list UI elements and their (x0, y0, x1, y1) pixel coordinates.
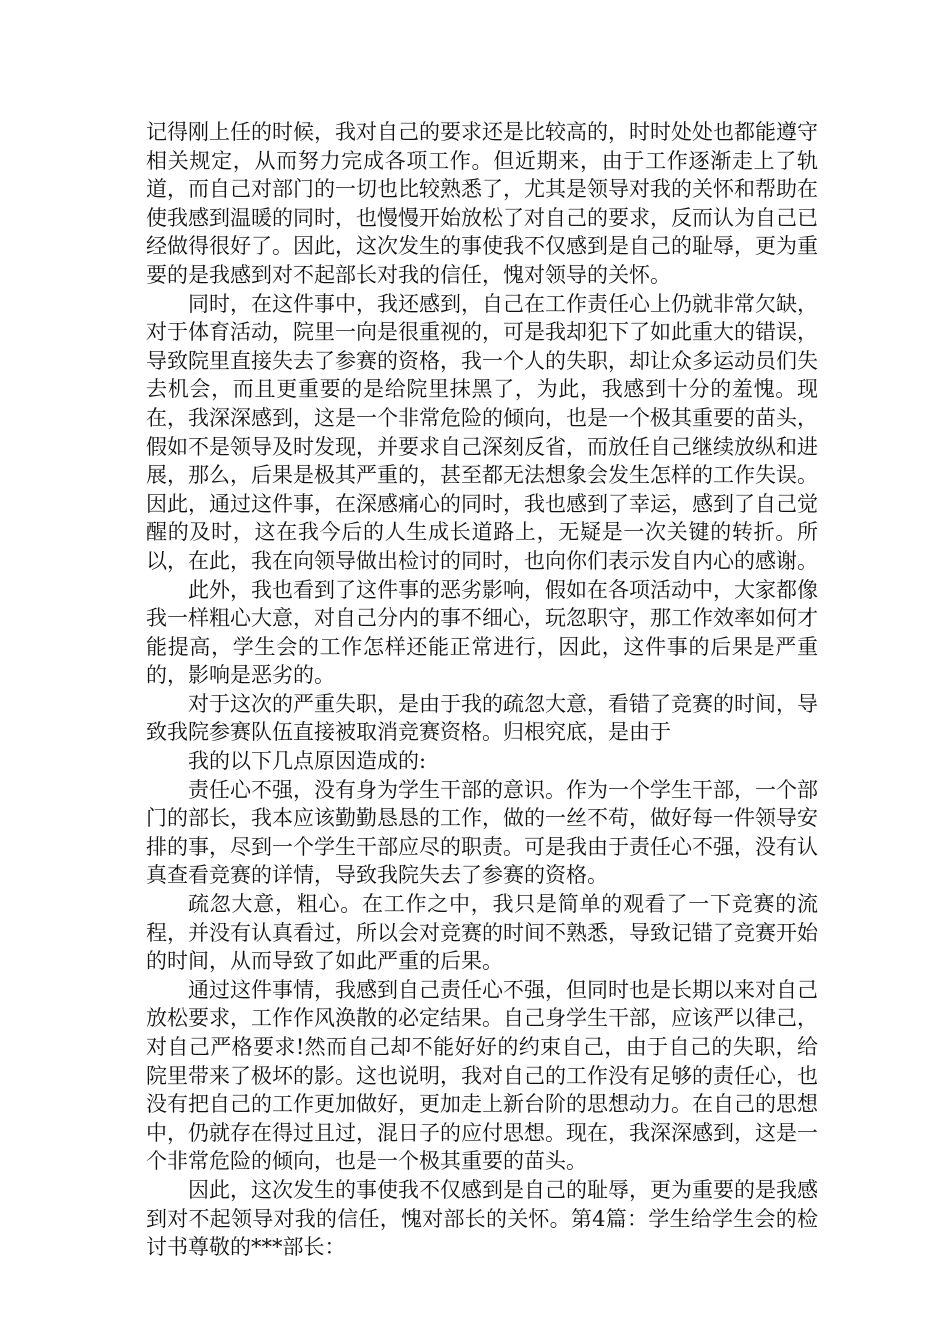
paragraph-8: 通过这件事情，我感到自己责任心不强，但同时也是长期以来对自己放松要求，工作作风涣散的必定结果。自己身学生干部，应该严以律己，对自己严格要求!然而自己却不能好好的约束自己，由于自己的失职，给院里带来了极坏的影。这也说明，我对自己的工作没有足够的责任心，也没有把自己的工作更加做好，更加走上新台阶的思想动力。在自己的思想中，仍就存在得过且过，混日子的应付思想。现在，我深深感到，这是一个非常危险的倾向，也是一个极其重要的苗头。 (146, 977, 818, 1174)
document-body (146, 118, 818, 1262)
paragraph-9: 因此，这次发生的事使我不仅感到是自己的耻辱，更为重要的是我感到对不起领导对我的信任，愧对部长的关怀。第4篇：学生给学生会的检讨书尊敬的***部长： (146, 1177, 818, 1260)
paragraph-5: 我的以下几点原因造成的: (188, 749, 427, 774)
paragraph-6: 责任心不强，没有身为学生干部的意识。作为一个学生干部，一个部门的部长，我本应该勤勤恳恳的工作，做的一丝不苟，做好每一件领导安排的事，尽到一个学生干部应尽的职责。可是我由于责任心不强，没有认真查看竞赛的详情，导致我院失去了参赛的资格。 (146, 777, 818, 888)
paragraph-3: 此外，我也看到了这件事的恶劣影响，假如在各项活动中，大家都像我一样粗心大意，对自己分内的事不细心，玩忽职守，那工作效率如何才能提高，学生会的工作怎样还能正常进行，因此，这件事的后果是严重的，影响是恶劣的。 (146, 577, 818, 688)
paragraph-1: 记得刚上任的时候，我对自己的要求还是比较高的，时时处处也都能遵守相关规定，从而努力完成各项工作。但近期来，由于工作逐渐走上了轨道，而自己对部门的一切也比较熟悉了，尤其是领导对我的关怀和帮助在使我感到温暖的同时，也慢慢开始放松了对自己的要求，反而认为自己已经做得很好了。因此，这次发生的事使我不仅感到是自己的耻辱，更为重要的是我感到对不起部长对我的信任，愧对领导的关怀。 (146, 120, 818, 287)
paragraph-4: 对于这次的严重失职，是由于我的疏忽大意，看错了竞赛的时间，导致我院参赛队伍直接被取消竞赛资格。归根究底，是由于 (146, 691, 818, 745)
paragraph-2: 同时，在这件事中，我还感到，自己在工作责任心上仍就非常欠缺，对于体育活动，院里一向是很重视的，可是我却犯下了如此重大的错误，导致院里直接失去了参赛的资格，我一个人的失职，却让众多运动员们失去机会，而且更重要的是给院里抹黑了，为此，我感到十分的羞愧。现在，我深深感到，这是一个非常危险的倾向，也是一个极其重要的苗头，假如不是领导及时发现，并要求自己深刻反省，而放任自己继续放纵和进展，那么，后果是极其严重的，甚至都无法想象会发生怎样的工作失误。因此，通过这件事，在深感痛心的同时，我也感到了幸运，感到了自己觉醒的及时，这在我今后的人生成长道路上，无疑是一次关键的转折。所以，在此，我在向领导做出检讨的同时，也向你们表示发自内心的感谢。 (146, 291, 818, 573)
paragraph-7: 疏忽大意，粗心。在工作之中，我只是简单的观看了一下竞赛的流程，并没有认真看过，所以会对竞赛的时间不熟悉，导致记错了竞赛开始的时间，从而导致了如此严重的后果。 (146, 892, 818, 974)
